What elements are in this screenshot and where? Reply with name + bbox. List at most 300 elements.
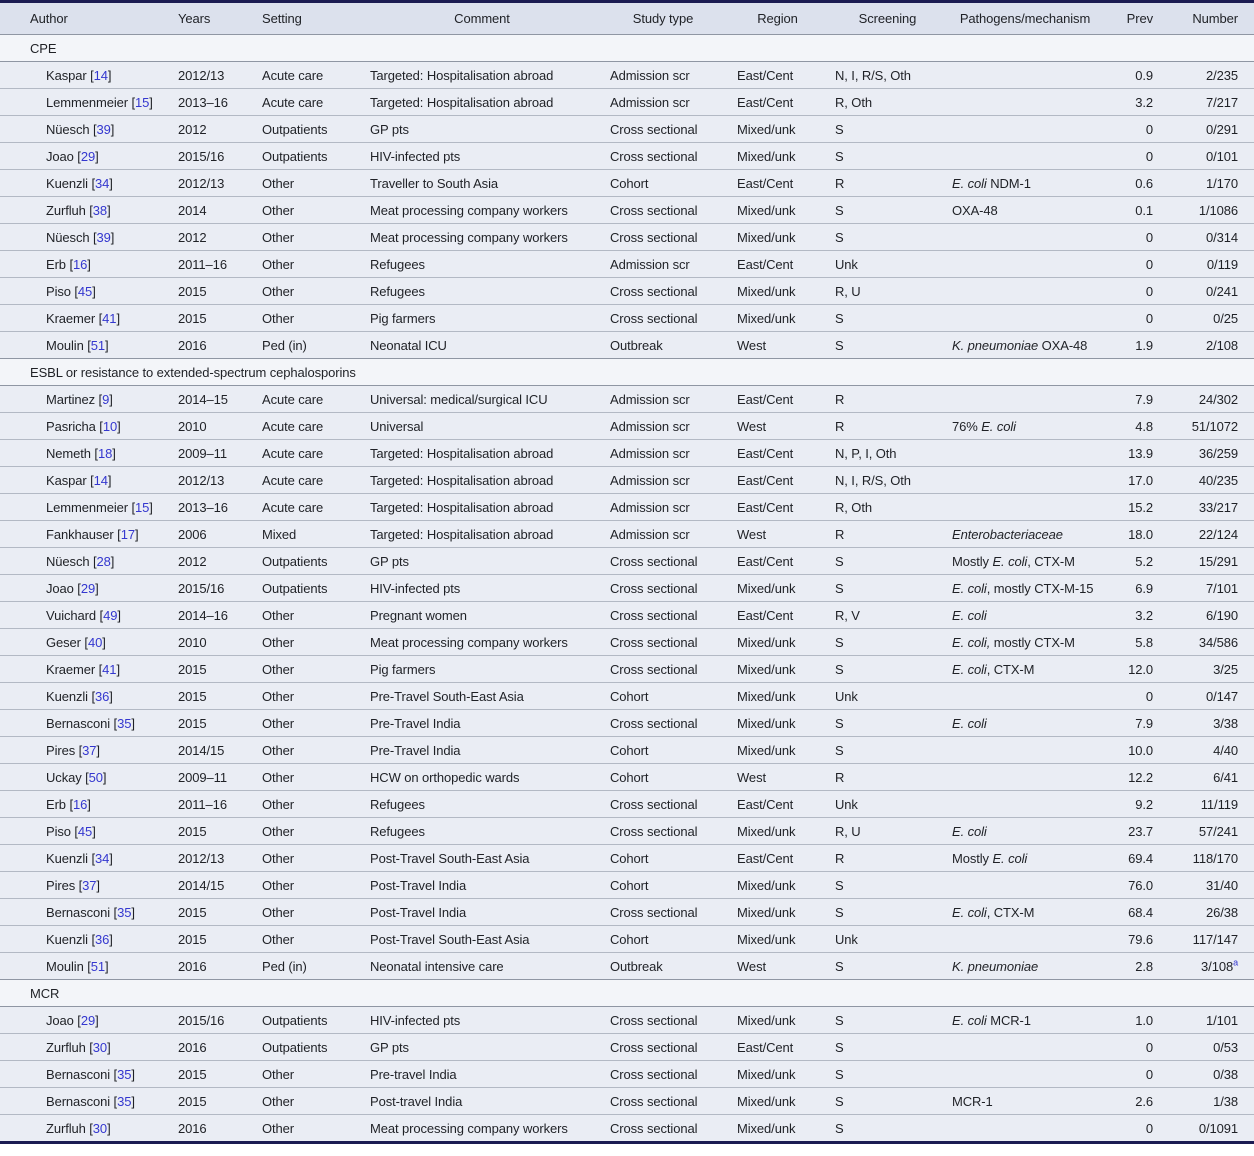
cell-setting: Other bbox=[256, 251, 364, 278]
cell-region: East/Cent bbox=[726, 845, 829, 872]
cell-region: East/Cent bbox=[726, 1034, 829, 1061]
cell-study-type: Cross sectional bbox=[600, 1061, 726, 1088]
cell-prev: 68.4 bbox=[1104, 899, 1158, 926]
section-header: ESBL or resistance to extended-spectrum cephalosporins bbox=[0, 359, 1254, 386]
cell-study-type: Admission scr bbox=[600, 521, 726, 548]
reference-link[interactable]: 29 bbox=[80, 1012, 96, 1028]
cell-study-type: Admission scr bbox=[600, 62, 726, 89]
cell-author: Kraemer [41] bbox=[0, 656, 170, 683]
cell-screening: S bbox=[829, 575, 946, 602]
reference-link[interactable]: 16 bbox=[72, 796, 88, 812]
cell-author: Zurfluh [30] bbox=[0, 1034, 170, 1061]
section-row bbox=[0, 35, 1254, 62]
cell-region: East/Cent bbox=[726, 440, 829, 467]
cell-number: 1/1086 bbox=[1158, 197, 1254, 224]
cell-author: Joao [29] bbox=[0, 575, 170, 602]
cell-region: East/Cent bbox=[726, 467, 829, 494]
cell-screening: S bbox=[829, 197, 946, 224]
cell-region: Mixed/unk bbox=[726, 656, 829, 683]
cell-number: 0/291 bbox=[1158, 116, 1254, 143]
reference-link[interactable]: 30 bbox=[92, 1120, 108, 1136]
cell-comment: Post-Travel South-East Asia bbox=[364, 845, 600, 872]
cell-study-type: Admission scr bbox=[600, 251, 726, 278]
table-row bbox=[0, 278, 1254, 305]
reference-link[interactable]: 9 bbox=[102, 391, 110, 407]
cell-years: 2014–16 bbox=[170, 602, 256, 629]
cell-comment: Universal bbox=[364, 413, 600, 440]
studies-table bbox=[0, 3, 1254, 1141]
cell-years: 2016 bbox=[170, 332, 256, 359]
cell-author: Vuichard [49] bbox=[0, 602, 170, 629]
cell-comment: Universal: medical/surgical ICU bbox=[364, 386, 600, 413]
cell-author: Kuenzli [36] bbox=[0, 926, 170, 953]
cell-screening: S bbox=[829, 143, 946, 170]
cell-author: Bernasconi [35] bbox=[0, 1061, 170, 1088]
cell-setting: Other bbox=[256, 845, 364, 872]
cell-prev: 2.8 bbox=[1104, 953, 1158, 980]
cell-author: Bernasconi [35] bbox=[0, 1088, 170, 1115]
cell-author: Kaspar [14] bbox=[0, 62, 170, 89]
cell-setting: Ped (in) bbox=[256, 332, 364, 359]
reference-link[interactable]: 29 bbox=[80, 580, 96, 596]
cell-pathogens bbox=[946, 251, 1104, 278]
cell-screening: R bbox=[829, 386, 946, 413]
cell-years: 2015/16 bbox=[170, 143, 256, 170]
footnote-marker[interactable]: a bbox=[1233, 957, 1238, 968]
cell-author: Lemmenmeier [15] bbox=[0, 89, 170, 116]
cell-setting: Other bbox=[256, 872, 364, 899]
cell-years: 2012 bbox=[170, 224, 256, 251]
cell-pathogens: K. pneumoniae OXA-48 bbox=[946, 332, 1104, 359]
cell-study-type: Outbreak bbox=[600, 332, 726, 359]
cell-number: 3/38 bbox=[1158, 710, 1254, 737]
cell-prev: 7.9 bbox=[1104, 386, 1158, 413]
cell-study-type: Cohort bbox=[600, 170, 726, 197]
cell-comment: Refugees bbox=[364, 278, 600, 305]
reference-link[interactable]: 41 bbox=[102, 310, 117, 326]
reference-link[interactable]: 30 bbox=[92, 1039, 108, 1055]
cell-prev: 0.9 bbox=[1104, 62, 1158, 89]
cell-screening: R, Oth bbox=[829, 494, 946, 521]
section-header: MCR bbox=[0, 980, 1254, 1007]
cell-years: 2015/16 bbox=[170, 575, 256, 602]
cell-years: 2015 bbox=[170, 305, 256, 332]
reference-link[interactable]: 51 bbox=[90, 958, 105, 974]
cell-pathogens bbox=[946, 440, 1104, 467]
reference-link[interactable]: 34 bbox=[94, 175, 110, 191]
cell-region: Mixed/unk bbox=[726, 1115, 829, 1142]
cell-prev: 0 bbox=[1104, 305, 1158, 332]
cell-author: Zurfluh [38] bbox=[0, 197, 170, 224]
cell-comment: Targeted: Hospitalisation abroad bbox=[364, 62, 600, 89]
cell-study-type: Cross sectional bbox=[600, 143, 726, 170]
table-row bbox=[0, 332, 1254, 359]
cell-comment: HIV-infected pts bbox=[364, 143, 600, 170]
cell-pathogens bbox=[946, 386, 1104, 413]
cell-screening: S bbox=[829, 629, 946, 656]
reference-link[interactable]: 10 bbox=[102, 418, 118, 434]
cell-pathogens bbox=[946, 224, 1104, 251]
reference-link[interactable]: 14 bbox=[93, 67, 108, 83]
cell-screening: R bbox=[829, 170, 946, 197]
cell-region: Mixed/unk bbox=[726, 1007, 829, 1034]
table-body bbox=[0, 35, 1254, 1142]
cell-study-type: Cross sectional bbox=[600, 116, 726, 143]
cell-comment: Meat processing company workers bbox=[364, 224, 600, 251]
cell-study-type: Cross sectional bbox=[600, 710, 726, 737]
cell-comment: Meat processing company workers bbox=[364, 197, 600, 224]
table-row bbox=[0, 737, 1254, 764]
cell-pathogens: E. coli bbox=[946, 818, 1104, 845]
cell-setting: Ped (in) bbox=[256, 953, 364, 980]
table-row bbox=[0, 1007, 1254, 1034]
cell-number: 0/25 bbox=[1158, 305, 1254, 332]
cell-number: 3/25 bbox=[1158, 656, 1254, 683]
cell-years: 2016 bbox=[170, 1115, 256, 1142]
cell-number: 1/170 bbox=[1158, 170, 1254, 197]
cell-pathogens: E. coli bbox=[946, 602, 1104, 629]
cell-setting: Outpatients bbox=[256, 575, 364, 602]
cell-number: 0/119 bbox=[1158, 251, 1254, 278]
table-row bbox=[0, 89, 1254, 116]
reference-link[interactable]: 41 bbox=[102, 661, 117, 677]
cell-comment: Targeted: Hospitalisation abroad bbox=[364, 467, 600, 494]
cell-years: 2015 bbox=[170, 278, 256, 305]
header-row bbox=[0, 3, 1254, 35]
cell-pathogens bbox=[946, 1061, 1104, 1088]
cell-comment: Targeted: Hospitalisation abroad bbox=[364, 521, 600, 548]
cell-comment: Pig farmers bbox=[364, 305, 600, 332]
cell-screening: S bbox=[829, 1088, 946, 1115]
cell-pathogens: E. coli MCR-1 bbox=[946, 1007, 1104, 1034]
cell-years: 2012/13 bbox=[170, 170, 256, 197]
cell-region: Mixed/unk bbox=[726, 872, 829, 899]
cell-years: 2014 bbox=[170, 197, 256, 224]
cell-comment: GP pts bbox=[364, 548, 600, 575]
cell-prev: 69.4 bbox=[1104, 845, 1158, 872]
cell-pathogens bbox=[946, 926, 1104, 953]
cell-setting: Other bbox=[256, 737, 364, 764]
cell-screening: Unk bbox=[829, 683, 946, 710]
cell-setting: Other bbox=[256, 1088, 364, 1115]
table-row bbox=[0, 602, 1254, 629]
cell-region: Mixed/unk bbox=[726, 575, 829, 602]
column-header-setting: Setting bbox=[256, 3, 364, 35]
cell-setting: Other bbox=[256, 305, 364, 332]
cell-prev: 0 bbox=[1104, 278, 1158, 305]
cell-number: 24/302 bbox=[1158, 386, 1254, 413]
reference-link[interactable]: 45 bbox=[77, 283, 93, 299]
cell-author: Bernasconi [35] bbox=[0, 710, 170, 737]
cell-setting: Other bbox=[256, 629, 364, 656]
cell-author: Kuenzli [34] bbox=[0, 845, 170, 872]
reference-link[interactable]: 34 bbox=[94, 850, 110, 866]
table-row bbox=[0, 791, 1254, 818]
cell-setting: Acute care bbox=[256, 62, 364, 89]
cell-region: Mixed/unk bbox=[726, 197, 829, 224]
reference-link[interactable]: 36 bbox=[94, 688, 110, 704]
cell-screening: R bbox=[829, 413, 946, 440]
cell-years: 2012/13 bbox=[170, 467, 256, 494]
table-row bbox=[0, 1034, 1254, 1061]
cell-screening: Unk bbox=[829, 791, 946, 818]
cell-author: Martinez [9] bbox=[0, 386, 170, 413]
cell-setting: Outpatients bbox=[256, 143, 364, 170]
cell-number: 117/147 bbox=[1158, 926, 1254, 953]
cell-years: 2012 bbox=[170, 116, 256, 143]
cell-author: Pasricha [10] bbox=[0, 413, 170, 440]
cell-pathogens bbox=[946, 278, 1104, 305]
cell-prev: 1.9 bbox=[1104, 332, 1158, 359]
column-header-comment: Comment bbox=[364, 3, 600, 35]
cell-setting: Other bbox=[256, 683, 364, 710]
cell-screening: S bbox=[829, 548, 946, 575]
reference-link[interactable]: 29 bbox=[80, 148, 96, 164]
cell-prev: 0 bbox=[1104, 251, 1158, 278]
reference-link[interactable]: 45 bbox=[77, 823, 93, 839]
reference-link[interactable]: 49 bbox=[103, 607, 118, 623]
cell-prev: 6.9 bbox=[1104, 575, 1158, 602]
reference-link[interactable]: 50 bbox=[88, 769, 103, 785]
reference-link[interactable]: 35 bbox=[117, 904, 132, 920]
cell-study-type: Admission scr bbox=[600, 494, 726, 521]
cell-study-type: Cross sectional bbox=[600, 224, 726, 251]
cell-region: Mixed/unk bbox=[726, 1088, 829, 1115]
cell-study-type: Cross sectional bbox=[600, 818, 726, 845]
reference-link[interactable]: 37 bbox=[82, 742, 97, 758]
table-row bbox=[0, 143, 1254, 170]
reference-link[interactable]: 14 bbox=[93, 472, 108, 488]
cell-study-type: Cohort bbox=[600, 926, 726, 953]
table-row bbox=[0, 494, 1254, 521]
cell-study-type: Cohort bbox=[600, 872, 726, 899]
cell-prev: 15.2 bbox=[1104, 494, 1158, 521]
reference-link[interactable]: 35 bbox=[117, 1093, 132, 1109]
cell-comment: Pig farmers bbox=[364, 656, 600, 683]
cell-comment: Targeted: Hospitalisation abroad bbox=[364, 440, 600, 467]
cell-author: Piso [45] bbox=[0, 278, 170, 305]
cell-author: Kuenzli [34] bbox=[0, 170, 170, 197]
reference-link[interactable]: 39 bbox=[96, 229, 111, 245]
cell-screening: S bbox=[829, 710, 946, 737]
cell-study-type: Cohort bbox=[600, 737, 726, 764]
table-row bbox=[0, 683, 1254, 710]
cell-screening: S bbox=[829, 899, 946, 926]
cell-study-type: Outbreak bbox=[600, 953, 726, 980]
cell-years: 2015 bbox=[170, 683, 256, 710]
cell-years: 2016 bbox=[170, 1034, 256, 1061]
cell-screening: N, I, R/S, Oth bbox=[829, 62, 946, 89]
column-header-study-type: Study type bbox=[600, 3, 726, 35]
table-header bbox=[0, 3, 1254, 35]
cell-screening: S bbox=[829, 872, 946, 899]
cell-study-type: Cross sectional bbox=[600, 548, 726, 575]
cell-prev: 0.1 bbox=[1104, 197, 1158, 224]
cell-region: East/Cent bbox=[726, 251, 829, 278]
cell-comment: Pregnant women bbox=[364, 602, 600, 629]
cell-region: East/Cent bbox=[726, 602, 829, 629]
cell-pathogens: Mostly E. coli, CTX-M bbox=[946, 548, 1104, 575]
cell-author: Erb [16] bbox=[0, 251, 170, 278]
cell-comment: Traveller to South Asia bbox=[364, 170, 600, 197]
cell-prev: 0 bbox=[1104, 1061, 1158, 1088]
cell-pathogens bbox=[946, 764, 1104, 791]
reference-link[interactable]: 16 bbox=[72, 256, 88, 272]
cell-prev: 23.7 bbox=[1104, 818, 1158, 845]
reference-link[interactable]: 35 bbox=[117, 1066, 132, 1082]
cell-setting: Other bbox=[256, 899, 364, 926]
cell-years: 2015 bbox=[170, 818, 256, 845]
cell-screening: R, U bbox=[829, 818, 946, 845]
cell-screening: N, P, I, Oth bbox=[829, 440, 946, 467]
cell-number: 0/53 bbox=[1158, 1034, 1254, 1061]
cell-setting: Outpatients bbox=[256, 1034, 364, 1061]
cell-pathogens bbox=[946, 791, 1104, 818]
reference-link[interactable]: 15 bbox=[135, 499, 150, 515]
cell-region: Mixed/unk bbox=[726, 899, 829, 926]
cell-number: 40/235 bbox=[1158, 467, 1254, 494]
cell-pathogens: 76% E. coli bbox=[946, 413, 1104, 440]
cell-pathogens bbox=[946, 116, 1104, 143]
cell-prev: 79.6 bbox=[1104, 926, 1158, 953]
cell-author: Lemmenmeier [15] bbox=[0, 494, 170, 521]
cell-prev: 12.2 bbox=[1104, 764, 1158, 791]
cell-years: 2010 bbox=[170, 413, 256, 440]
reference-link[interactable]: 15 bbox=[135, 94, 150, 110]
cell-screening: R bbox=[829, 764, 946, 791]
cell-author: Joao [29] bbox=[0, 143, 170, 170]
cell-number: 34/586 bbox=[1158, 629, 1254, 656]
column-header-screening: Screening bbox=[829, 3, 946, 35]
cell-author: Moulin [51] bbox=[0, 953, 170, 980]
cell-years: 2015 bbox=[170, 710, 256, 737]
cell-pathogens: E. coli, CTX-M bbox=[946, 899, 1104, 926]
cell-years: 2009–11 bbox=[170, 440, 256, 467]
cell-screening: S bbox=[829, 953, 946, 980]
cell-author: Piso [45] bbox=[0, 818, 170, 845]
table-row bbox=[0, 305, 1254, 332]
cell-comment: HIV-infected pts bbox=[364, 575, 600, 602]
cell-region: East/Cent bbox=[726, 548, 829, 575]
reference-link[interactable]: 18 bbox=[97, 445, 113, 461]
cell-setting: Other bbox=[256, 764, 364, 791]
cell-setting: Other bbox=[256, 1061, 364, 1088]
cell-prev: 12.0 bbox=[1104, 656, 1158, 683]
cell-study-type: Cross sectional bbox=[600, 305, 726, 332]
cell-prev: 13.9 bbox=[1104, 440, 1158, 467]
cell-years: 2015/16 bbox=[170, 1007, 256, 1034]
cell-screening: R, U bbox=[829, 278, 946, 305]
cell-study-type: Admission scr bbox=[600, 386, 726, 413]
cell-author: Nemeth [18] bbox=[0, 440, 170, 467]
cell-screening: R, Oth bbox=[829, 89, 946, 116]
table-row bbox=[0, 872, 1254, 899]
reference-link[interactable]: 38 bbox=[92, 202, 108, 218]
cell-number: 6/41 bbox=[1158, 764, 1254, 791]
cell-author: Pires [37] bbox=[0, 737, 170, 764]
cell-study-type: Cross sectional bbox=[600, 791, 726, 818]
cell-author: Bernasconi [35] bbox=[0, 899, 170, 926]
cell-study-type: Admission scr bbox=[600, 440, 726, 467]
cell-region: Mixed/unk bbox=[726, 278, 829, 305]
cell-comment: Refugees bbox=[364, 818, 600, 845]
cell-setting: Mixed bbox=[256, 521, 364, 548]
cell-prev: 76.0 bbox=[1104, 872, 1158, 899]
reference-link[interactable]: 40 bbox=[87, 634, 103, 650]
cell-years: 2011–16 bbox=[170, 251, 256, 278]
reference-link[interactable]: 37 bbox=[82, 877, 97, 893]
reference-link[interactable]: 28 bbox=[96, 553, 111, 569]
cell-comment: Pre-Travel India bbox=[364, 737, 600, 764]
table-row bbox=[0, 386, 1254, 413]
cell-prev: 0 bbox=[1104, 116, 1158, 143]
table-row bbox=[0, 1088, 1254, 1115]
cell-number: 0/241 bbox=[1158, 278, 1254, 305]
reference-link[interactable]: 35 bbox=[117, 715, 132, 731]
reference-link[interactable]: 36 bbox=[94, 931, 110, 947]
table-row bbox=[0, 710, 1254, 737]
cell-region: East/Cent bbox=[726, 791, 829, 818]
cell-setting: Outpatients bbox=[256, 548, 364, 575]
cell-comment: Post-Travel India bbox=[364, 872, 600, 899]
cell-years: 2012/13 bbox=[170, 845, 256, 872]
table-row bbox=[0, 413, 1254, 440]
table-row bbox=[0, 656, 1254, 683]
cell-region: Mixed/unk bbox=[726, 305, 829, 332]
cell-screening: S bbox=[829, 737, 946, 764]
cell-prev: 5.8 bbox=[1104, 629, 1158, 656]
cell-setting: Other bbox=[256, 197, 364, 224]
cell-years: 2012 bbox=[170, 548, 256, 575]
reference-link[interactable]: 39 bbox=[96, 121, 111, 137]
cell-number: 26/38 bbox=[1158, 899, 1254, 926]
cell-prev: 2.6 bbox=[1104, 1088, 1158, 1115]
cell-comment: HIV-infected pts bbox=[364, 1007, 600, 1034]
cell-number: 0/314 bbox=[1158, 224, 1254, 251]
table-row bbox=[0, 116, 1254, 143]
cell-screening: S bbox=[829, 332, 946, 359]
cell-setting: Acute care bbox=[256, 413, 364, 440]
cell-number: 0/147 bbox=[1158, 683, 1254, 710]
cell-prev: 10.0 bbox=[1104, 737, 1158, 764]
cell-region: Mixed/unk bbox=[726, 818, 829, 845]
cell-number: 3/108$^a$ bbox=[1158, 953, 1254, 980]
cell-comment: Post-Travel India bbox=[364, 899, 600, 926]
cell-author: Joao [29] bbox=[0, 1007, 170, 1034]
cell-pathogens: E. coli NDM-1 bbox=[946, 170, 1104, 197]
cell-years: 2012/13 bbox=[170, 62, 256, 89]
cell-setting: Acute care bbox=[256, 440, 364, 467]
reference-link[interactable]: 51 bbox=[90, 337, 105, 353]
column-header-pathogens: Pathogens/mechanism bbox=[946, 3, 1104, 35]
reference-link[interactable]: 17 bbox=[120, 526, 135, 542]
cell-pathogens bbox=[946, 1034, 1104, 1061]
cell-study-type: Admission scr bbox=[600, 413, 726, 440]
cell-author: Erb [16] bbox=[0, 791, 170, 818]
cell-years: 2013–16 bbox=[170, 89, 256, 116]
cell-study-type: Admission scr bbox=[600, 467, 726, 494]
cell-region: West bbox=[726, 953, 829, 980]
cell-study-type: Cohort bbox=[600, 845, 726, 872]
cell-comment: Pre-travel India bbox=[364, 1061, 600, 1088]
cell-setting: Other bbox=[256, 1115, 364, 1142]
cell-screening: S bbox=[829, 224, 946, 251]
cell-prev: 3.2 bbox=[1104, 89, 1158, 116]
column-header-author: Author bbox=[0, 3, 170, 35]
cell-number: 7/101 bbox=[1158, 575, 1254, 602]
cell-pathogens bbox=[946, 305, 1104, 332]
cell-region: Mixed/unk bbox=[726, 683, 829, 710]
